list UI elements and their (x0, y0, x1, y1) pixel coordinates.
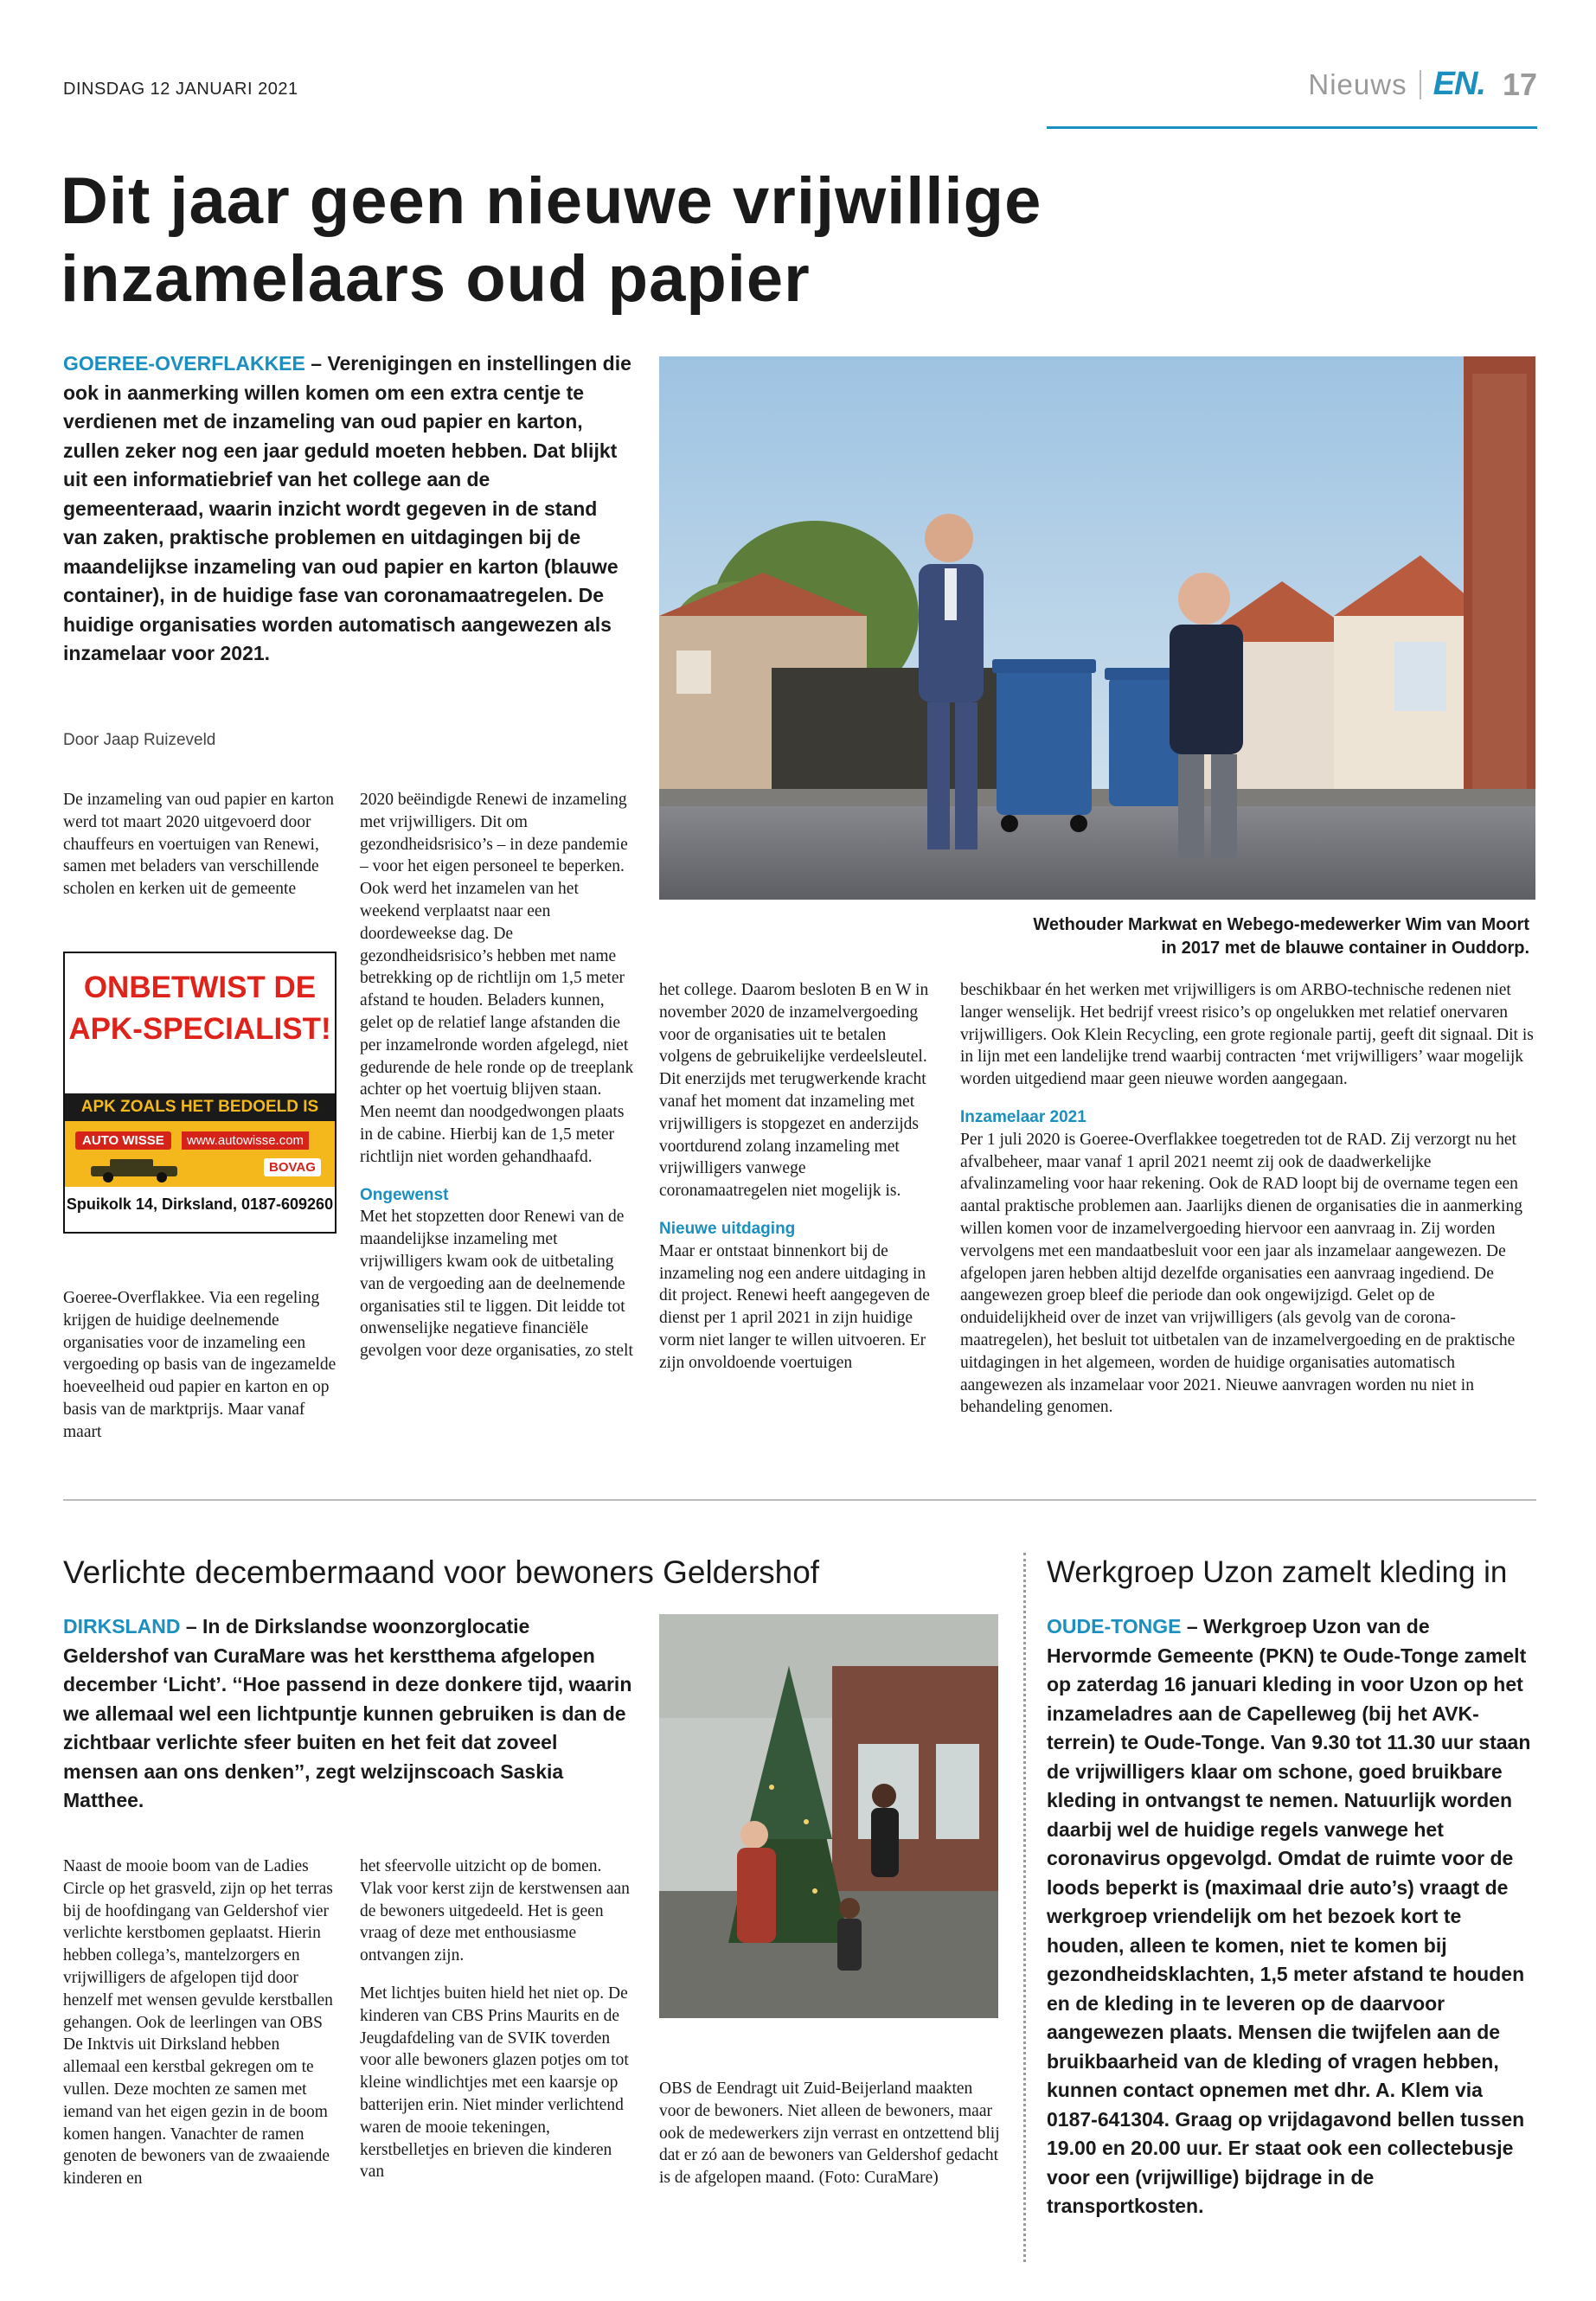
col3-paragraph-2: Maar er ontstaat binnenkort bij de inzameling nog een andere uitdaging in dit project. Renewi heeft aangegeven de dienst per 1 april 2021 in zijn huidige vorm niet langer te willen uitvoeren. Er zijn onvoldoende voertuigen (659, 1241, 930, 1372)
article2-caption: OBS de Eendragt uit Zuid-Beijerland maakten voor de bewoners. Niet alleen de bewoners, maar ook de medewerkers zijn verrast en ontzettend blij dat er zó aan de bewoners van Geldershof gedacht is de afgelopen maand. (Foto: CuraMare) (659, 2080, 1000, 2188)
lead-text: – Verenigingen en instellingen die ook in aanmerking willen komen om een extra centje te verdienen met de inzameling van oud papier en karton, zullen zeker nog een jaar geduld moeten hebben. Dat blijkt uit een informatiebrief van het college aan de gemeenteraad, waarin inzicht wordt gegeven in de stand van zaken, praktische problemen en uitdagingen bij de maandelijkse inzameling van oud papier en karton (blauwe container), in de huidige fase van coronamaatregelen. De huidige organisaties worden automatisch aangewezen als inzamelaar voor 2021. (63, 352, 631, 664)
lead-location: GOEREE-OVERFLAKKEE (63, 352, 305, 375)
article3-headline: Werkgroep Uzon zamelt kleding in (1047, 1555, 1508, 1589)
article2-lead-text: – In de Dirkslandse woonzorglocatie Geldershof van CuraMare was het kerstthema afgelopen december ‘Licht’. ‘‘Hoe passend in deze donkere tijd, waarin we allemaal wel een lichtpuntje kunnen gebruiken is dan de zichtbaar verlichte sfeer buiten en het feit dat zoveel mensen aan ons denken’’, zegt welzijnscoach Saskia Matthee. (63, 1615, 632, 1811)
article1-headline (61, 163, 1099, 318)
photo-christmas-tree (659, 1614, 998, 2018)
caption-line-1: Wethouder Markwat en Webego-medewerker Wim van Moort (1033, 915, 1529, 934)
apk-advertisement[interactable] (63, 952, 337, 1234)
article3-text: – Werkgroep Uzon van de Hervormde Gemeente (PKN) te Oude-Tonge zamelt op zaterdag 16 januari kleding in voor Uzon op het inzameladres aan de Capelleweg (bij het AVK-terrein) te Oude-Tonge. Van 9.30 tot 11.30 uur staan de vrijwilligers klaar om schone, goed bruikbare kleding in ontvangst te nemen. Natuurlijk worden daarbij wel de huidige regels vanwege het coronavirus opgevolgd. Omdat de ruimte voor de loods beperkt is (maximaal drie auto’s) vraagt de werkgroep vriendelijk om het bezoek kort te houden, alleen te komen, niet te komen bij gezondheidsklachten, 1,5 meter afstand te houden en de kleding in te leveren op de daarvoor aangewezen plaats. Mensen die twijfelen aan de bruikbaarheid van de kleding of vragen hebben, kunnen contact opnemen met dhr. A. Klem via 0187-641304. Graag op vrijdagavond bellen tussen 19.00 en 20.00 uur. Er staat ook een collectebusje voor een (vrijwillige) bijdrage in de transportkosten. (1047, 1615, 1531, 2217)
column-divider (1023, 1553, 1026, 2262)
headline-line-2: inzamelaars oud papier (61, 242, 811, 316)
ad-brand: AUTO WISSE (75, 1131, 171, 1150)
article3-location: OUDE-TONGE (1047, 1615, 1182, 1638)
col3-paragraph-1: het college. Daarom besloten B en W in november 2020 de inzamelvergoeding voor de organisaties uit te betalen volgens de gebruikelijke verdeelsleutel. Dit enerzijds met terugwerkende kracht vanaf het moment dat inzameling met vrijwilligers is stopgezet en anderzijds voortdurend zolang inzameling met vrijwilligers vanwege coronamaatregelen niet mogelijk is. (659, 981, 929, 1201)
ad-slogan-line2: APK-SPECIALIST! (68, 1012, 331, 1046)
photo-wethouder-container (659, 356, 1535, 900)
article2-col1: Naast de mooie boom van de Ladies Circle op het grasveld, zijn op het terras bij de hoofdingang van Geldershof vier verlichte kerstbomen geplaatst. Hierin hebben collega’s, mantelzorgers en vrijwilligers de afgelopen tijd door henzelf met wensen gevulde kerstballen gehangen. Ook de leerlingen van OBS De Inktvis uit Dirksland hebben allemaal een kerstbal gekregen om te vullen. Deze mochten ze samen met iemand van het eigen gezin in de boom komen hangen. Vanachter de ramen genoten de bewoners van de zwaaiende kinderen en (63, 1857, 333, 2189)
article-divider (63, 1499, 1536, 1501)
caption-line-2: in 2017 met de blauwe container in Ouddorp. (1161, 939, 1529, 958)
page-header (1308, 66, 1537, 103)
byline: Door Jaap Ruizeveld (63, 731, 216, 749)
ad-bovag: BOVAG (264, 1158, 321, 1176)
article3-body (1047, 1612, 1531, 2221)
car-icon (84, 1157, 188, 1183)
article2-lead (63, 1612, 634, 1816)
newspaper-logo: EN. (1433, 66, 1485, 102)
col2-paragraph-2: Met het stopzetten door Renewi van de maandelijkse inzameling met vrijwilligers kwam ook de uitbetaling van de vergoeding aan de deelnemende organisaties stil te liggen. Dit leidde tot onwenselijke negatieve financiële gevolgen voor deze organisaties, zo stelt (360, 1208, 633, 1361)
ad-url: www.autowisse.com (182, 1131, 309, 1150)
subhead-ongewenst: Ongewenst (360, 1185, 449, 1204)
subhead-nieuwe-uitdaging: Nieuwe uitdaging (659, 1219, 796, 1238)
article2-headline: Verlichte decembermaand voor bewoners Geldershof (63, 1554, 820, 1590)
article2-col2 (360, 1856, 637, 2183)
article1-lead (63, 349, 636, 669)
photo-caption-wethouder (900, 913, 1529, 960)
ad-slogan-line1: ONBETWIST DE (83, 971, 317, 1004)
article1-col1-top: De inzameling van oud papier en karton werd tot maart 2020 uitgevoerd door chauffeurs en voertuigen van Renewi, samen met beladers van verschillende scholen en kerken uit de gemeente (63, 791, 334, 899)
article1-col2 (360, 789, 637, 1362)
ad-address: Spuikolk 14, Dirksland, 0187-609260 (66, 1195, 334, 1213)
issue-date: DINSDAG 12 JANUARI 2021 (63, 80, 298, 99)
photo-geldershof-container (659, 1614, 998, 2018)
article2-location: DIRKSLAND (63, 1615, 181, 1638)
article1-col4 (960, 979, 1538, 1419)
page-number: 17 (1502, 66, 1537, 102)
article1-col1-bottom: Goeree-Overflakkee. Via een regeling krijgen de huidige deelnemende organisaties voor de inzameling een vergoeding op basis van de ingezamelde hoeveelheid oud papier en karton en op basis van de marktprijs. Maar vanaf maart (63, 1289, 337, 1441)
subhead-inzamelaar-2021: Inzamelaar 2021 (960, 1107, 1086, 1126)
section-label: Nieuws (1308, 67, 1407, 100)
article1-col3 (659, 979, 936, 1375)
headline-line-1: Dit jaar geen nieuwe vrijwillige (61, 164, 1042, 238)
header-rule (1047, 126, 1537, 129)
col2-paragraph-1: 2020 beëindigde Renewi de inzameling met vrijwilligers. Dit om gezondheidsrisico’s – in deze pandemie – voor het eigen personeel te beperken. Ook werd het inzamelen van het weekend verplaatst naar een doordeweekse dag. De gezondheidsrisico’s hebben met name betrekking op de richtlijn om 1,5 meter afstand te houden. Beladers kunnen, gelet op de relatief lange afstanden die per inzamelronde worden afgelegd, niet gedurende de hele ronde op de treeplank achter op het voertuig blijven staan. Men neemt dan noodgedwongen plaats in de cabine. Hierbij kan de 1,5 meter richtlijn niet worden gehandhaafd. (360, 791, 634, 1166)
col4-paragraph-1: beschikbaar én het werken met vrijwilligers is om ARBO-technische redenen niet langer wenselijk. Het bedrijf vreest risico’s op ongelukken met relatief onervaren vrijwilligers. Ook Klein Recycling, een grote regionale partij, geeft dit signaal. Dit is in lijn met een landelijke trend waarbij contracten ‘met vrijwilligers’ waar mogelijk worden uitgediend maar geen nieuwe worden aangegaan. (960, 981, 1534, 1089)
article2-col2-paragraph-2: Met lichtjes buiten hield het niet op. De kinderen van CBS Prins Maurits en de Jeugdafdeling van de SVIK toverden voor alle bewoners glazen potjes om tot kleine windlichtjes met een kaarsje op batterijen erin. Niet minder verlichtend waren de mooie tekeningen, kerstbelletjes en brieven die kinderen van (360, 1984, 629, 2182)
article2-col2-paragraph-1: het sfeervolle uitzicht op de bomen. Vlak voor kerst zijn de kerstwensen aan de bewoners uitgedeeld. Het is geen vraag of deze met enthousiasme ontvangen zijn. (360, 1857, 630, 1965)
header-separator (1420, 70, 1421, 99)
col4-paragraph-2: Per 1 juli 2020 is Goeree-Overflakkee toegetreden tot de RAD. Zij verzorgt nu het afvalbeheer, maar vanaf 1 april 2021 neemt zij ook de daadwerkelijke afvalinzameling voor haar rekening. Ook de RAD loopt bij de overname tegen een aantal praktische problemen aan. Jaarlijks dienen de organisaties die in aanmerking willen komen voor de inzamelvergoeding hiervoor een aanvraag in. Zij worden vervolgens met een mandaatbesluit voor een jaar als inzamelaar aangewezen. De afgelopen jaren hebben altijd dezelfde organisaties een aanvraag ingediend. De aangewezen groep bleef die periode dan ook ongewijzigd. Gelet op de onduidelijkheid over de inzet van vrijwilligers (als gevolg van de corona-maatregelen), het besluit tot uitbetalen van de inzamelvergoeding en de praktische uitdagingen in het algemeen, worden de huidige organisaties automatisch aangewezen als inzamelaar voor 2021. Nieuwe aanvragen worden nu niet in behandeling genomen. (960, 1130, 1522, 1417)
ad-band (65, 1093, 335, 1187)
photo-street-scene (659, 356, 1535, 900)
ad-band-title: APK ZOALS HET BEDOELD IS (65, 1093, 335, 1121)
